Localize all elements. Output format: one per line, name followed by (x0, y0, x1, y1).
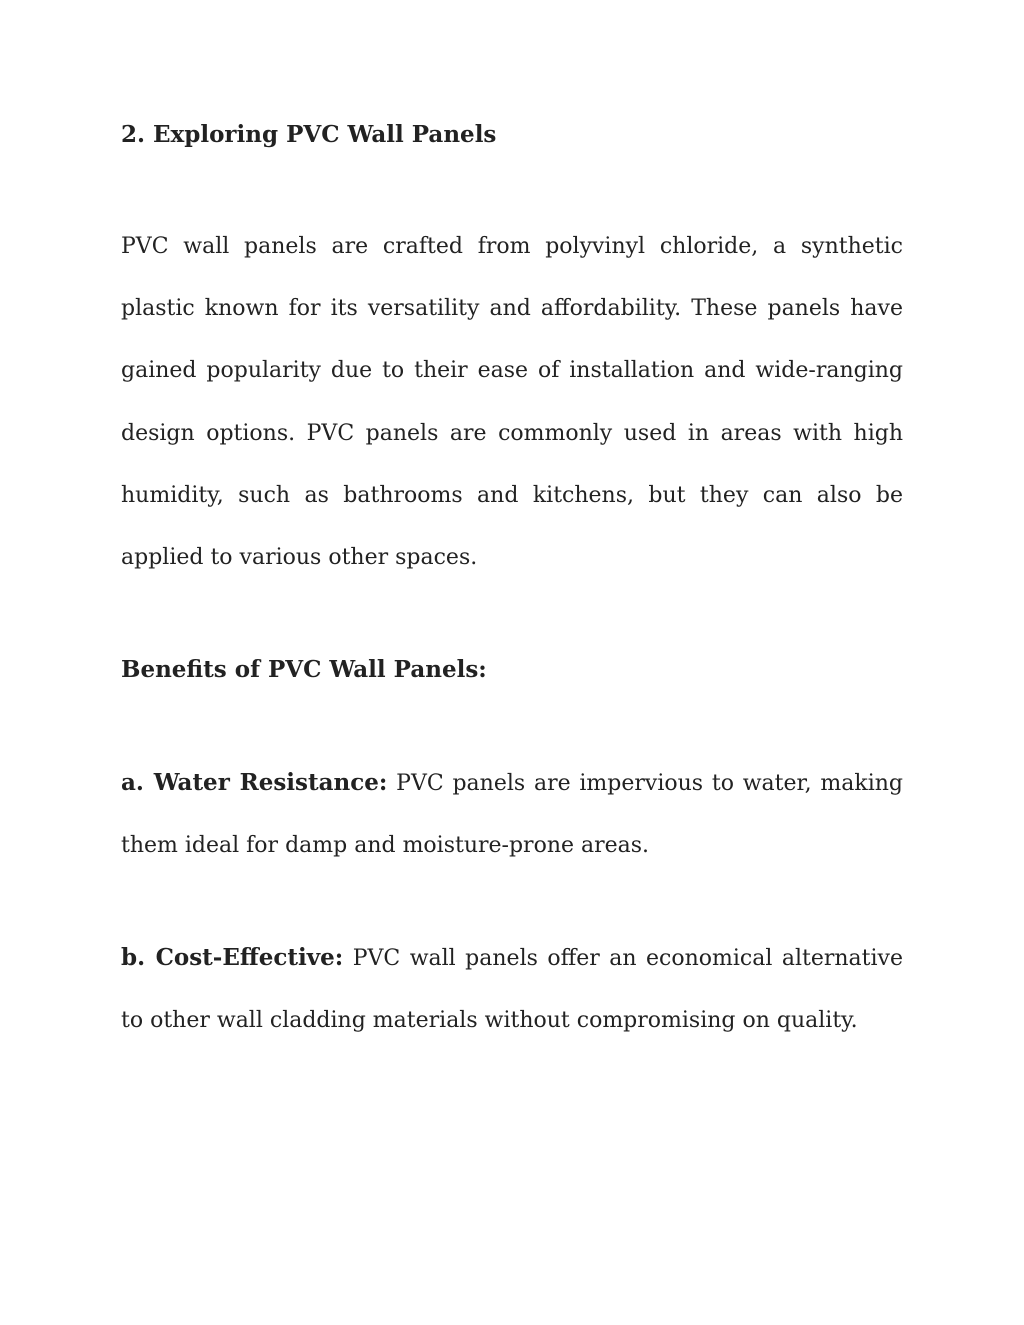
benefit-water-resistance (121, 752, 903, 877)
benefits-heading: Benefits of PVC Wall Panels: (121, 656, 487, 683)
benefit-cost-effective (121, 927, 903, 1052)
benefit-text: PVC panels are impervious to water, making them ideal for damp and moisture-prone areas. (121, 771, 903, 859)
benefit-label: a. Water Resistance: (121, 769, 388, 796)
benefit-text: PVC wall panels offer an economical alternative to other wall cladding materials without compromising on quality. (121, 946, 903, 1034)
section-heading: 2. Exploring PVC Wall Panels (121, 121, 497, 148)
intro-paragraph: PVC wall panels are crafted from polyvinyl chloride, a synthetic plastic known for its versatility and affordability. These panels have gained popularity due to their ease of installation and wide-ranging design options. PVC panels are commonly used in areas with high humidity, such as bathrooms and kitchens, but they can also be applied to various other spaces. (121, 234, 903, 571)
benefit-label: b. Cost-Effective: (121, 944, 344, 971)
